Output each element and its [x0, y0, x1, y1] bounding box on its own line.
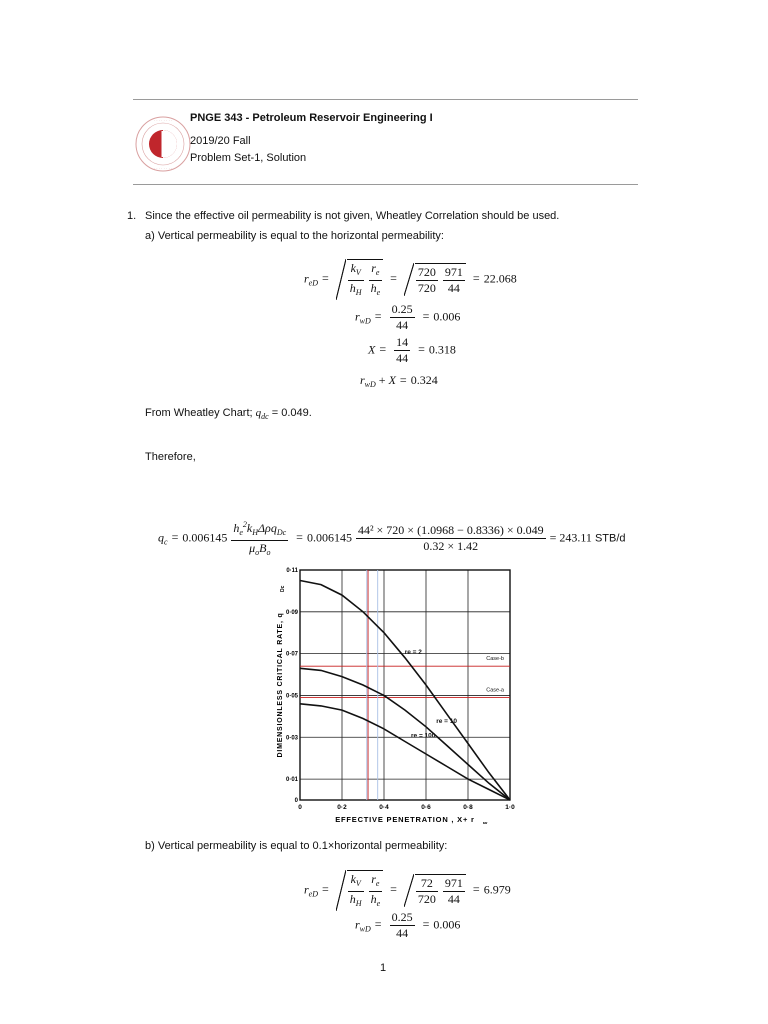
y-tick-label-0: 0 — [294, 798, 298, 804]
rwd-a-num: 0.25 — [391, 302, 413, 316]
svg-text:· · · · · · · ·: · · · · · · · · — [153, 118, 173, 123]
red-a-re: 971 — [444, 265, 463, 279]
equation-sum-a: $r_{wD} + X = 0.324$ — [360, 373, 438, 389]
x-a-den: 44 — [396, 351, 409, 365]
problem-intro: Since the effective oil permeability is not given, Wheatley Correlation should be used. — [145, 210, 560, 222]
header-top-rule — [133, 99, 638, 100]
qc-numerator: 44² × 720 × (1.0968 − 0.8336) × 0.049 — [357, 523, 544, 537]
part-b-heading: b) Vertical permeability is equal to 0.1×horizontal permeability: — [145, 840, 448, 852]
qc-denominator: 0.32 × 1.42 — [423, 539, 479, 553]
y-axis-label-sub: Dc — [280, 585, 286, 592]
qc-coef-2: 0.006145 — [306, 530, 352, 545]
y-tick-label-6: 0·11 — [286, 568, 298, 574]
x-a-num: 14 — [396, 335, 409, 349]
rwd-b-num: 0.25 — [391, 910, 413, 924]
red-a-kv: 720 — [417, 265, 436, 279]
equation-red-b: $r_{eD}$ = $\frac{k_V}{h_H}$ $\frac{r_e}{h_e}$ = $\frac{72}{720}$ $\frac{971}{44}$ = 6.979 — [304, 870, 511, 911]
part-a-heading: a) Vertical permeability is equal to the horizontal permeability: — [145, 230, 444, 242]
series-curve-1 — [300, 668, 510, 800]
series-curve-2 — [300, 704, 510, 800]
equation-rwd-b: $r_{wD}$ = $\frac{0.25}{44}$ = 0.006 — [355, 910, 461, 940]
reference-label-1: Case-a — [486, 687, 504, 694]
red-a-kh: 720 — [417, 281, 436, 295]
y-tick-label-5: 0·09 — [285, 609, 298, 616]
x-tick-label-3: 0·6 — [421, 804, 431, 811]
x-a-result: 0.318 — [428, 342, 456, 357]
chart-reading-prefix: From Wheatley Chart; — [145, 407, 253, 419]
therefore-text: Therefore, — [145, 451, 196, 463]
y-tick-label-3: 0·05 — [285, 693, 298, 700]
problem-number: 1. — [127, 210, 137, 222]
qc-coef-1: 0.006145 — [182, 530, 228, 545]
equation-x-a: X = $\frac{14}{44}$ = 0.318 — [368, 335, 456, 365]
rwd-b-den: 44 — [396, 926, 409, 940]
x-axis-label: EFFECTIVE PENETRATION , X+ r — [335, 815, 475, 824]
x-tick-label-4: 0·8 — [463, 804, 473, 811]
series-label-0: re = 2 — [404, 648, 422, 656]
rwd-a-den: 44 — [396, 318, 409, 332]
rwd-b-result: 0.006 — [433, 917, 461, 932]
y-tick-label-1: 0·01 — [285, 777, 298, 784]
y-tick-label-2: 0·03 — [285, 735, 298, 742]
series-label-2: re = 100 — [411, 732, 436, 740]
qc-unit: STB/d — [594, 532, 626, 545]
red-b-re: 971 — [444, 876, 463, 890]
x-tick-label-0: 0 — [298, 804, 302, 811]
y-axis-label: DIMENSIONLESS CRITICAL RATE, q — [277, 612, 284, 758]
red-b-result: 6.979 — [483, 882, 511, 897]
sum-a-result: 0.324 — [410, 373, 438, 387]
problem-set-label: Problem Set-1, Solution — [190, 152, 307, 164]
wheatley-chart — [270, 562, 515, 824]
rwd-a-result: 0.006 — [433, 309, 461, 324]
x-tick-label-2: 0·4 — [379, 804, 389, 811]
chart-frame — [300, 570, 510, 800]
page-number: 1 — [380, 962, 387, 974]
chart-reading-line: From Wheatley Chart; $q_{dc} = 0.049$. — [145, 407, 312, 421]
x-tick-label-1: 0·2 — [337, 804, 347, 811]
series-curve-0 — [300, 581, 510, 801]
reference-label-0: Case-b — [486, 656, 504, 663]
x-tick-label-5: 1·0 — [505, 804, 515, 811]
red-a-result: 22.068 — [483, 271, 517, 286]
header-bottom-rule — [133, 184, 638, 185]
red-b-he: 44 — [447, 892, 460, 906]
term-label: 2019/20 Fall — [190, 135, 251, 147]
equation-qc-a: $q_c = 0.006145$ $\frac{h_e^2k_H\Delta\rho q_{Dc}}{\mu_oB_o}$ = 0.006145 $\frac{\text{44² × 720 × (1.0968 − 0.8336) × 0.049}}{0.32 \times 1.42}$ = 243.11 STB/d — [158, 517, 626, 560]
qc-result: = 243.11 — [549, 530, 592, 545]
y-tick-label-4: 0·07 — [285, 651, 298, 658]
svg-text:· · · · · · · ·: · · · · · · · · — [153, 166, 173, 171]
equation-red-a: $r_{eD}$ = $\frac{k_V}{h_H}$ $\frac{r_e}{h_e}$ = $\frac{720}{720}$ $\frac{971}{44}$ = 22.068 — [304, 259, 517, 300]
x-axis-label-sub: w — [483, 821, 488, 824]
university-seal-logo — [134, 115, 192, 173]
red-b-kh: 720 — [417, 892, 436, 906]
chart-reading-value: = 0.049. — [271, 407, 312, 419]
red-b-kv: 72 — [416, 876, 438, 892]
wheatley-chart-svg — [270, 562, 515, 824]
course-title: PNGE 343 - Petroleum Reservoir Engineering I — [190, 112, 433, 124]
equation-rwd-a: $r_{wD}$ = $\frac{0.25}{44}$ = 0.006 — [355, 302, 461, 332]
series-label-1: re = 10 — [436, 717, 457, 725]
red-a-he: 44 — [447, 281, 460, 295]
